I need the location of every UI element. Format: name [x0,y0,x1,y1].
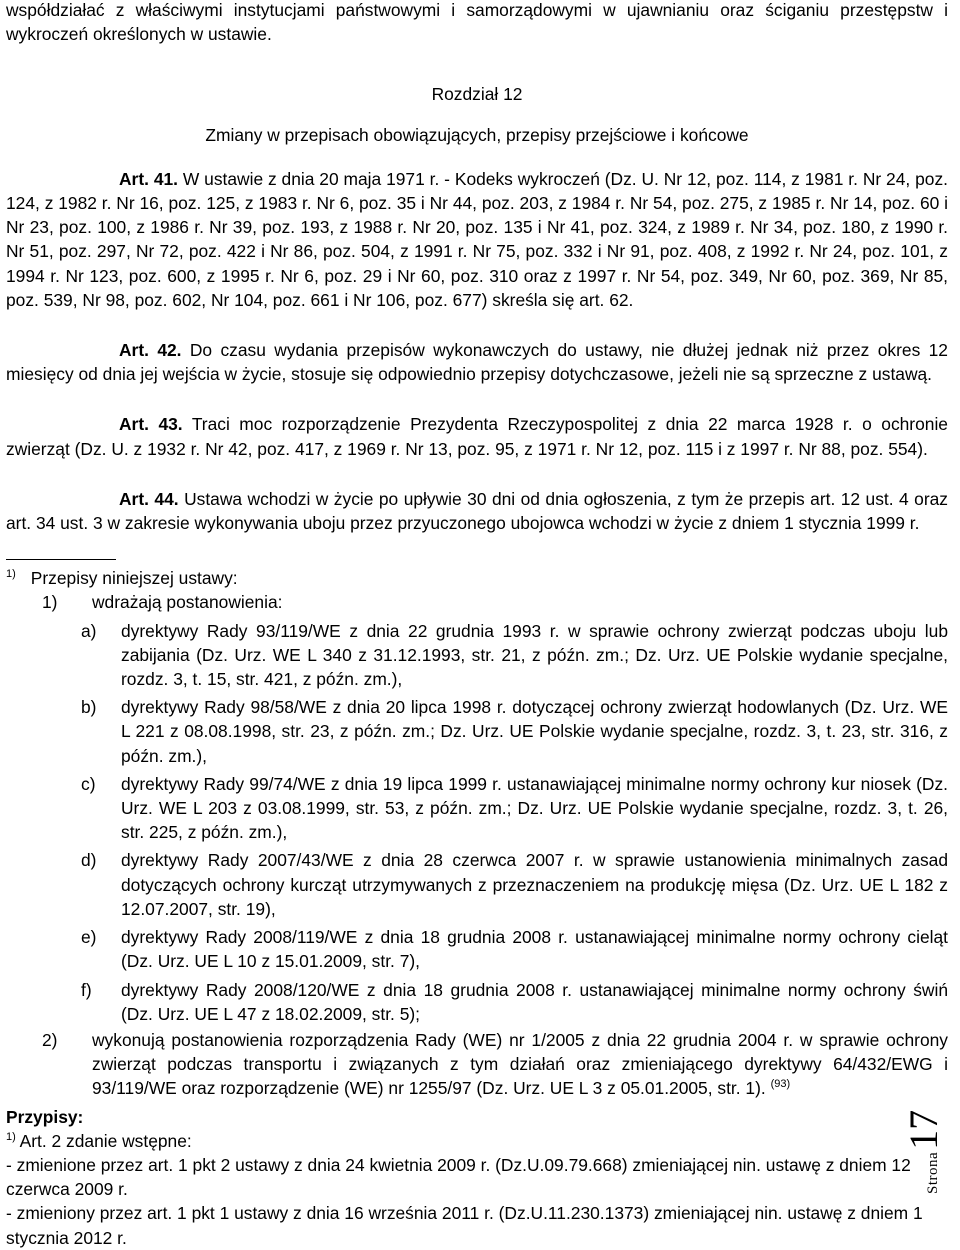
subitem-text: dyrektywy Rady 2007/43/WE z dnia 28 czerwca 2007 r. w sprawie ustanowienia minimalnych zasad dotyczących ochrony kurcząt utrzymywanych z przeznaczeniem na produkcję mięsa (Dz. Urz. UE L 182 z 12.07.2007, str. 19), [121,850,948,919]
footnote-mark: 1) [6,568,16,581]
item-number: 1) [42,592,58,613]
footnote-subitem-d [81,848,948,921]
page-number-stamp-text [901,1109,946,1194]
item-text: wykonują postanowienia rozporządzenia Rady (WE) nr 1/2005 z dnia 22 grudnia 2004 r. w sprawie ochrony zwierząt podczas transportu i związanych z tym działań oraz zmieniającego dyrektywy 64/432/EWG i 93/119/WE oraz rozporządzenie (WE) nr 1255/97 (Dz. Urz. UE L 3 z 05.01.2005, str. 1). [92,1029,948,1099]
article-43 [6,412,948,460]
subitem-letter: c) [81,773,96,794]
item-number: 2) [42,1029,58,1050]
subitem-letter: e) [81,927,97,948]
footnote-divider [6,559,116,560]
footnote-item-2 [42,1028,948,1101]
footnote-subitem-b [81,695,948,768]
subitem-text: dyrektywy Rady 93/119/WE z dnia 22 grudnia 1993 r. w sprawie ochrony zwierząt podczas uboju lub zabijania (Dz. Urz. WE L 340 z 31.12.1993, str. 21, z późn. zm.; Dz. Urz. UE Polskie wydanie specjalne, rozdz. 3, t. 15, str. 421, z późn. zm.), [121,620,948,690]
article-41 [6,167,948,312]
footnote-subitem-f [81,978,948,1026]
chapter-subtitle: Zmiany w przepisach obowiązujących, przepisy przejściowe i końcowe [205,124,749,145]
subitem-text: dyrektywy Rady 99/74/WE z dnia 19 lipca 1999 r. ustanawiającej minimalne normy ochrony kur niosek (Dz. Urz. WE L 203 z 03.08.1999, str. 53, z późn. zm.; Dz. Urz. UE Polskie wydanie specjalne, rozdz. 3, t. 26, str. 225, z późn. zm.), [121,773,948,843]
przypisy-note: - zmieniony przez art. 1 pkt 1 ustawy z dnia 16 września 2011 r. (Dz.U.11.230.1373) zmieniającej nin. ustawę z dniem 1 stycznia 2012 r. [6,1203,923,1248]
footnote-item-1 [42,590,948,614]
article-number: Art. 41. [119,168,178,189]
chapter-title: Rozdział 12 [431,84,523,105]
item-text-wrapper [92,1028,948,1101]
footnote-subitem-e [81,925,948,973]
document-page [6,0,948,1250]
page-word: Strona [925,1151,941,1194]
subitem-letter: a) [81,620,97,641]
article-text: Traci moc rozporządzenie Prezydenta Rzeczypospolitej z dnia 22 marca 1928 r. o ochronie zwierząt (Dz. U. z 1932 r. Nr 42, poz. 417, z 1969 r. Nr 13, poz. 95, z 1971 r. Nr 12, poz. 115 i z 1997 r. Nr 88, poz. 554). [6,414,948,459]
przypisy-mark: 1) [6,1130,16,1143]
page-number-stamp [901,1084,952,1194]
superscript-reference: (93) [770,1078,791,1091]
footnote-subitem-c [81,772,948,845]
article-text: W ustawie z dnia 20 maja 1971 r. - Kodeks wykroczeń (Dz. U. Nr 12, poz. 114, z 1981 r. Nr 24, poz. 124, z 1982 r. Nr 16, poz. 125, z 1983 r. Nr 6, poz. 35 i Nr 44, poz. 203, z 1984 r. Nr 54, poz. 275, z 1985 r. Nr 14, poz. 60 i Nr 23, poz. 100, z 1986 r. Nr 39, poz. 193, z 1988 r. Nr 20, poz. 135 i Nr 41, poz. 324, z 1989 r. Nr 34, poz. 180, z 1990 r. Nr 51, poz. 297, Nr 72, poz. 422 i Nr 86, poz. 504, z 1991 r. Nr 75, poz. 332 i Nr 91, poz. 408, z 1992 r. Nr 24, poz. 101, z 1994 r. Nr 123, poz. 600, z 1995 r. Nr 6, poz. 29 i Nr 60, poz. 310 oraz z 1997 r. Nr 54, poz. 349, Nr 60, poz. 369, Nr 85, poz. 539, Nr 98, poz. 602, Nr 104, poz. 661 i Nr 106, poz. 677) skreśla się art. 62. [6,168,948,310]
article-text: Do czasu wydania przepisów wykonawczych do ustawy, nie dłużej jednak niż przez okres 12 miesięcy od dnia jej wejścia w życie, stosuje się odpowiednio przepisy dotychczasowe, jeżeli nie są sprzeczne z ustawą. [6,340,948,385]
subitem-text: dyrektywy Rady 2008/120/WE z dnia 18 grudnia 2008 r. ustanawiającej minimalne normy ochrony świń (Dz. Urz. UE L 47 z 18.02.2009, str. 5); [121,979,948,1024]
subitem-text: dyrektywy Rady 2008/119/WE z dnia 18 grudnia 2008 r. ustanawiającej minimalne normy ochrony cieląt (Dz. Urz. UE L 10 z 15.01.2009, str. 7), [121,927,948,972]
article-number: Art. 44. [119,488,179,509]
przypisy-subject [6,1129,948,1153]
article-number: Art. 42. [119,340,182,361]
footnote-heading [6,566,948,590]
subitem-letter: b) [81,697,97,718]
article-number: Art. 43. [119,414,183,435]
przypisy-note: - zmienione przez art. 1 pkt 2 ustawy z dnia 24 kwietnia 2009 r. (Dz.U.09.79.668) zmieniającej nin. ustawę z dniem 12 czerwca 2009 r. [6,1154,911,1200]
item-text: wdrażają postanowienia: [92,592,283,613]
article-text: Ustawa wchodzi w życie po upływie 30 dni od dnia ogłoszenia, z tym że przepis art. 12 ust. 4 oraz art. 34 ust. 3 w zakresie wykonywania uboju przez przyuczonego ubojowca wchodzi w życie z dniem 1 stycznia 1999 r. [6,488,948,534]
subitem-letter: f) [81,979,92,1000]
intro-paragraph: współdziałać z właściwymi instytucjami państwowymi i samorządowymi w ujawnianiu oraz ściganiu przestępstw i wykroczeń określonych w ustawie. [6,0,948,45]
footnote-heading-text: Przepisy niniejszej ustawy: [30,568,238,589]
przypisy-title: Przypisy: [6,1106,84,1127]
przypisy-subject-text: Art. 2 zdanie wstępne: [19,1130,192,1151]
subitem-letter: d) [81,850,97,871]
article-44 [6,487,948,535]
subitem-text: dyrektywy Rady 98/58/WE z dnia 20 lipca 1998 r. dotyczącej ochrony zwierząt hodowlanych (Dz. Urz. WE L 221 z 08.08.1998, str. 23, z późn. zm.; Dz. Urz. UE Polskie wydanie specjalne, rozdz. 3, t. 23, str. 316, z późn. zm.), [121,697,948,766]
page-number: 17 [901,1109,946,1150]
article-42 [6,338,948,386]
footnote-subitem-a [81,619,948,692]
